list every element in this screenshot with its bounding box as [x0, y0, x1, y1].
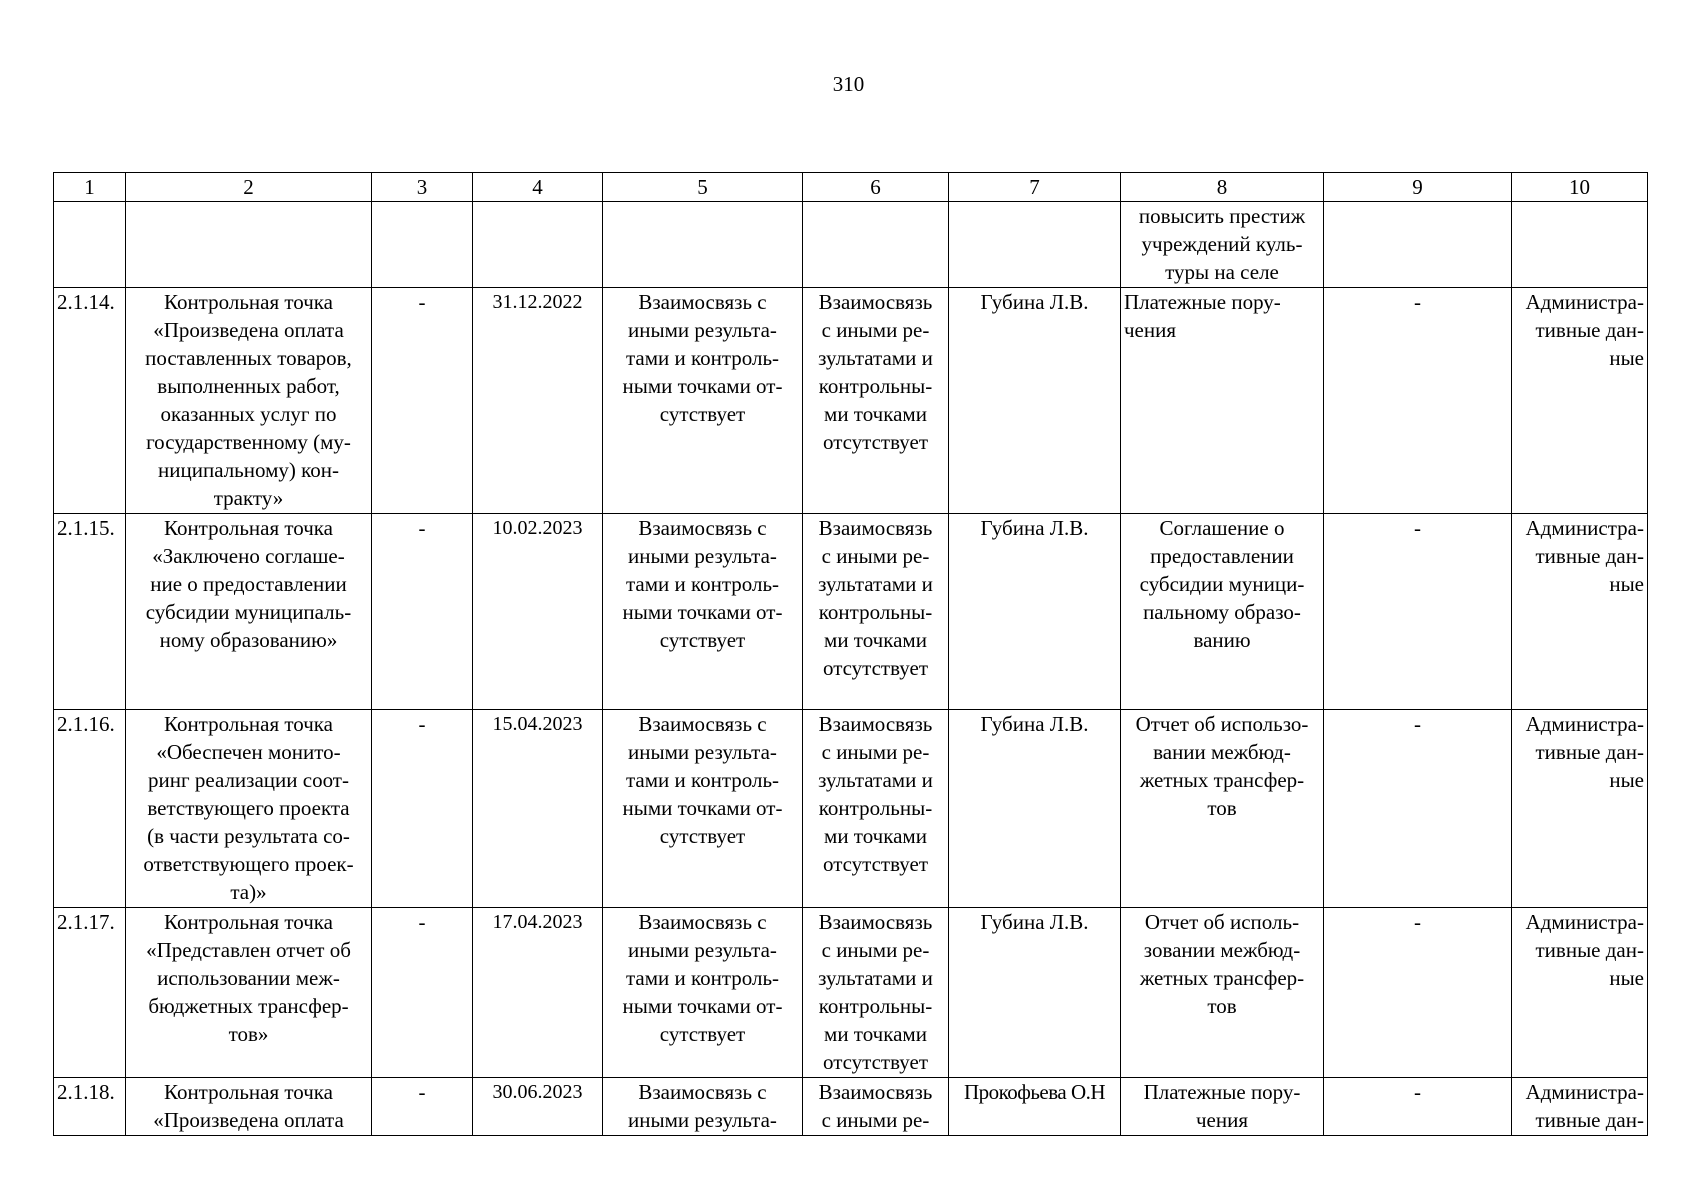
responsible-person: Губина Л.В. — [949, 514, 1121, 710]
table-cell — [126, 202, 372, 288]
deadline-date: 10.02.2023 — [473, 514, 603, 710]
responsible-person: Губина Л.В. — [949, 908, 1121, 1078]
table-cell — [603, 202, 803, 288]
table-cell: Взаимосвязь с иными ре- зультатами и контрольны- ми точками отсутствует — [803, 514, 949, 710]
table-cell: - — [372, 514, 473, 710]
responsible-person: Губина Л.В. — [949, 710, 1121, 908]
table-cell: Взаимосвязь с иными результа- тами и контроль- ными точками от- сутствует — [603, 710, 803, 908]
table-cell — [473, 202, 603, 288]
table-cell: - — [1324, 908, 1512, 1078]
control-point-name: Контрольная точка «Произведена оплата — [126, 1078, 372, 1136]
responsible-person: Прокофьева О.Н — [949, 1078, 1121, 1136]
table-cell — [1121, 202, 1324, 288]
table-row — [54, 908, 1648, 1078]
table-cell: - — [1324, 710, 1512, 908]
control-points-table — [53, 172, 1648, 1136]
column-header: 4 — [473, 173, 603, 202]
responsible-person: Губина Л.В. — [949, 288, 1121, 514]
table-cell: - — [372, 288, 473, 514]
continuation-row — [54, 202, 1648, 288]
table-cell: - — [372, 710, 473, 908]
data-source: Администра- тивные дан- ные — [1512, 514, 1648, 710]
document-type: Отчет об исполь- зовании межбюд- жетных трансфер- тов — [1121, 908, 1324, 1078]
table-row — [54, 1078, 1648, 1136]
table-cell: - — [1324, 1078, 1512, 1136]
table-cell: Взаимосвязь с иными ре- — [803, 1078, 949, 1136]
data-source: Администра- тивные дан- ные — [1512, 710, 1648, 908]
deadline-date: 31.12.2022 — [473, 288, 603, 514]
control-point-name: Контрольная точка «Заключено соглаше- ние о предоставлении субсидии муниципаль- ному образованию» — [126, 514, 372, 710]
table-cell: Взаимосвязь с иными результа- тами и контроль- ными точками от- сутствует — [603, 514, 803, 710]
deadline-date: 15.04.2023 — [473, 710, 603, 908]
table-cell: Взаимосвязь с иными результа- тами и контроль- ными точками от- сутствует — [603, 288, 803, 514]
table-cell: Взаимосвязь с иными ре- зультатами и контрольны- ми точками отсутствует — [803, 710, 949, 908]
row-number: 2.1.17. — [54, 908, 126, 1078]
table-row — [54, 288, 1648, 514]
table-cell: - — [1324, 514, 1512, 710]
table-header — [54, 173, 1648, 202]
table-cell — [803, 202, 949, 288]
column-header: 9 — [1324, 173, 1512, 202]
column-header: 1 — [54, 173, 126, 202]
control-point-name: Контрольная точка «Произведена оплата поставленных товаров, выполненных работ, оказанных услуг по государственному (му- ниципальному) кон- тракту» — [126, 288, 372, 514]
table-cell: - — [372, 1078, 473, 1136]
table-cell — [54, 202, 126, 288]
column-header: 7 — [949, 173, 1121, 202]
table-row — [54, 710, 1648, 908]
document-type: Платежные пору- чения — [1121, 288, 1324, 514]
table-cell: Взаимосвязь с иными ре- зультатами и контрольны- ми точками отсутствует — [803, 908, 949, 1078]
column-header: 10 — [1512, 173, 1648, 202]
table-cell: Взаимосвязь с иными ре- зультатами и контрольны- ми точками отсутствует — [803, 288, 949, 514]
row-number: 2.1.15. — [54, 514, 126, 710]
table-cell — [1512, 202, 1648, 288]
document-type: Отчет об использо- вании межбюд- жетных трансфер- тов — [1121, 710, 1324, 908]
table-cell — [949, 202, 1121, 288]
deadline-date: 17.04.2023 — [473, 908, 603, 1078]
column-header: 6 — [803, 173, 949, 202]
continuation-text: повысить престиж учреждений куль- туры на селе — [1138, 204, 1306, 284]
row-number: 2.1.16. — [54, 710, 126, 908]
row-number: 2.1.14. — [54, 288, 126, 514]
deadline-date: 30.06.2023 — [473, 1078, 603, 1136]
control-point-name: Контрольная точка «Обеспечен монито- ринг реализации соот- ветствующего проекта (в части результата со- ответствующего проек- та)» — [126, 710, 372, 908]
table-cell: Взаимосвязь с иными результа- тами и контроль- ными точками от- сутствует — [603, 908, 803, 1078]
row-number: 2.1.18. — [54, 1078, 126, 1136]
document-type: Платежные пору- чения — [1121, 1078, 1324, 1136]
column-header: 3 — [372, 173, 473, 202]
column-header: 2 — [126, 173, 372, 202]
data-source: Администра- тивные дан- — [1512, 1078, 1648, 1136]
table-row — [54, 514, 1648, 710]
table-cell: Взаимосвязь с иными результа- — [603, 1078, 803, 1136]
table-cell: - — [1324, 288, 1512, 514]
document-type: Соглашение о предоставлении субсидии муници- пальному образо- ванию — [1121, 514, 1324, 710]
page-number: 310 — [832, 72, 865, 96]
column-header: 8 — [1121, 173, 1324, 202]
column-number-row — [54, 173, 1648, 202]
data-source: Администра- тивные дан- ные — [1512, 288, 1648, 514]
table-cell — [372, 202, 473, 288]
table-cell — [1324, 202, 1512, 288]
column-header: 5 — [603, 173, 803, 202]
control-point-name: Контрольная точка «Представлен отчет об использовании меж- бюджетных трансфер- тов» — [126, 908, 372, 1078]
table-cell: - — [372, 908, 473, 1078]
data-source: Администра- тивные дан- ные — [1512, 908, 1648, 1078]
